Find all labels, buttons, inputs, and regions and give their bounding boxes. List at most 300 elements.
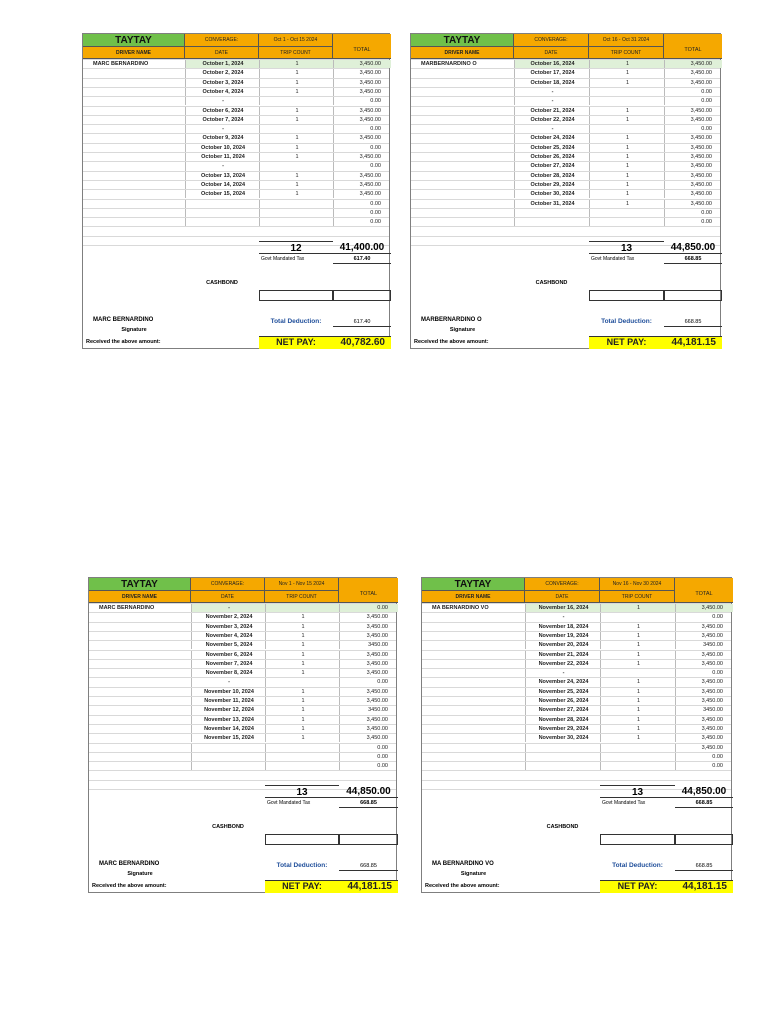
trip-cell: 1 xyxy=(600,660,676,668)
total-cell: 3,450.00 xyxy=(664,200,722,208)
table-row xyxy=(422,668,731,677)
total-cell: 3,450.00 xyxy=(339,716,398,724)
received-label: Received the above amount: xyxy=(92,883,167,889)
total-deduction-value: 668.85 xyxy=(339,861,398,871)
trip-cell xyxy=(265,744,340,752)
trip-cell: 1 xyxy=(265,706,340,714)
driver-name-header: DRIVER NAME xyxy=(89,591,191,603)
total-deduction-label: Total Deduction: xyxy=(276,862,328,869)
date-cell: November 20, 2024 xyxy=(525,641,601,649)
table-row xyxy=(89,603,396,612)
table-row xyxy=(83,199,389,208)
date-cell: November 18, 2024 xyxy=(525,623,601,631)
total-deduction-label: Total Deduction: xyxy=(612,862,663,869)
empty-row xyxy=(411,226,720,235)
total-cell: 0.00 xyxy=(664,125,722,133)
table-row xyxy=(411,124,720,133)
tax-value: 668.85 xyxy=(675,798,733,808)
cashbond-amount-box xyxy=(675,834,733,845)
table-row xyxy=(411,106,720,115)
table-row xyxy=(83,161,389,170)
driver-name: MARC BERNARDINO xyxy=(93,61,149,67)
table-row xyxy=(422,650,731,659)
date-cell: - xyxy=(514,125,590,133)
gross-total: 44,850.00 xyxy=(675,785,733,798)
total-cell: 0.00 xyxy=(675,613,733,621)
total-cell: 3,450.00 xyxy=(333,190,391,198)
total-deduction-label: Total Deduction: xyxy=(601,318,652,325)
total-cell: 3,450.00 xyxy=(664,181,722,189)
payslip-sheet xyxy=(421,577,732,893)
trip-cell: 1 xyxy=(265,734,340,742)
gross-total: 41,400.00 xyxy=(333,241,391,254)
table-row xyxy=(83,59,389,68)
trip-cell: 1 xyxy=(589,172,665,180)
trip-cell: 1 xyxy=(265,660,340,668)
total-cell: 3,450.00 xyxy=(339,688,398,696)
empty-row xyxy=(89,770,396,779)
payslip-sheet xyxy=(82,33,390,349)
trip-cell: 1 xyxy=(259,107,334,115)
date-cell: November 14, 2024 xyxy=(191,725,266,733)
total-cell: 0.00 xyxy=(339,744,398,752)
table-row xyxy=(89,752,396,761)
date-cell: October 2, 2024 xyxy=(185,69,260,77)
trip-cell xyxy=(265,762,340,770)
net-pay-value: 40,782.60 xyxy=(340,337,385,348)
date-cell: - xyxy=(185,97,260,105)
table-row xyxy=(422,659,731,668)
total-cell: 3,450.00 xyxy=(333,153,391,161)
trip-cell xyxy=(589,97,665,105)
trip-cell xyxy=(600,753,676,761)
date-cell: - xyxy=(525,613,601,621)
table-row xyxy=(83,133,389,142)
date-cell: - xyxy=(514,97,590,105)
trip-count-header: TRIP COUNT xyxy=(589,47,664,59)
total-cell: 0.00 xyxy=(339,753,398,761)
table-row xyxy=(83,189,389,198)
total-cell: 3,450.00 xyxy=(664,162,722,170)
date-cell: October 31, 2024 xyxy=(514,200,590,208)
trip-cell: 1 xyxy=(265,688,340,696)
total-cell: 3,450.00 xyxy=(675,688,733,696)
total-cell: 0.00 xyxy=(333,144,391,152)
table-row xyxy=(411,115,720,124)
table-row xyxy=(89,659,396,668)
table-row xyxy=(411,96,720,105)
received-label: Received the above amount: xyxy=(414,339,489,345)
trip-cell: 1 xyxy=(600,678,676,686)
date-cell: October 26, 2024 xyxy=(514,153,590,161)
table-row xyxy=(422,724,731,733)
table-row xyxy=(83,96,389,105)
total-cell: 3,450.00 xyxy=(664,153,722,161)
date-cell: November 8, 2024 xyxy=(191,669,266,677)
table-row xyxy=(83,87,389,96)
date-cell: October 6, 2024 xyxy=(185,107,260,115)
date-cell: November 11, 2024 xyxy=(191,697,266,705)
location-title: TAYTAY xyxy=(83,34,185,47)
total-cell: 3,450.00 xyxy=(664,107,722,115)
signature-name: MA BERNARDINO VO xyxy=(432,861,494,867)
table-row xyxy=(422,612,731,621)
total-cell: 0.00 xyxy=(339,604,398,612)
trip-cell xyxy=(600,762,676,770)
total-cell: 3,450.00 xyxy=(333,60,391,68)
total-cell: 3,450.00 xyxy=(664,60,722,68)
table-row xyxy=(83,78,389,87)
total-cell: 3,450.00 xyxy=(675,632,733,640)
table-row xyxy=(83,124,389,133)
trip-cell xyxy=(600,669,676,677)
table-row xyxy=(89,743,396,752)
total-deduction-label: Total Deduction: xyxy=(270,318,322,325)
trip-cell: 1 xyxy=(589,79,665,87)
table-row xyxy=(411,161,720,170)
date-cell: November 15, 2024 xyxy=(191,734,266,742)
date-cell: November 26, 2024 xyxy=(525,697,601,705)
signature-name: MARBERNARDINO O xyxy=(421,317,482,323)
date-cell: November 13, 2024 xyxy=(191,716,266,724)
total-cell: 0.00 xyxy=(664,88,722,96)
table-row xyxy=(422,677,731,686)
total-cell: 3,450.00 xyxy=(339,632,398,640)
trip-count-header: TRIP COUNT xyxy=(265,591,339,603)
trip-cell xyxy=(259,218,334,226)
total-header: TOTAL xyxy=(664,34,722,59)
date-cell: October 18, 2024 xyxy=(514,79,590,87)
trip-cell: 1 xyxy=(259,190,334,198)
date-cell: November 24, 2024 xyxy=(525,678,601,686)
date-cell: November 27, 2024 xyxy=(525,706,601,714)
trip-cell: 1 xyxy=(600,734,676,742)
trip-cell xyxy=(259,209,334,217)
total-cell: 3450.00 xyxy=(339,641,398,649)
total-cell: 3,450.00 xyxy=(664,190,722,198)
total-cell: 3,450.00 xyxy=(675,716,733,724)
signature-label: Signature xyxy=(121,327,147,333)
coverage-value: Nov 1 - Nov 15 2024 xyxy=(265,578,339,591)
table-row xyxy=(89,761,396,770)
total-cell: 3,450.00 xyxy=(675,734,733,742)
trip-count-total: 12 xyxy=(259,241,333,254)
total-cell: 0.00 xyxy=(675,753,733,761)
total-header: TOTAL xyxy=(333,34,391,59)
total-cell: 3,450.00 xyxy=(339,623,398,631)
date-cell: October 24, 2024 xyxy=(514,134,590,142)
total-cell: 3,450.00 xyxy=(339,613,398,621)
date-cell: November 29, 2024 xyxy=(525,725,601,733)
date-cell: November 10, 2024 xyxy=(191,688,266,696)
date-cell: November 19, 2024 xyxy=(525,632,601,640)
tax-label: Govt Mandated Tax xyxy=(602,800,646,806)
total-cell: 0.00 xyxy=(664,209,722,217)
table-row xyxy=(411,59,720,68)
signature-name: MARC BERNARDINO xyxy=(93,317,154,323)
cashbond-box xyxy=(600,834,675,845)
driver-name: MARBERNARDINO O xyxy=(421,61,477,67)
table-row xyxy=(83,143,389,152)
total-cell: 3,450.00 xyxy=(664,79,722,87)
date-cell: October 7, 2024 xyxy=(185,116,260,124)
coverage-label: CONVERAGE: xyxy=(514,34,589,47)
table-row xyxy=(83,115,389,124)
tax-value: 617.40 xyxy=(333,254,391,264)
trip-cell: 1 xyxy=(259,153,334,161)
total-cell: 3,450.00 xyxy=(339,697,398,705)
trip-cell: 1 xyxy=(600,688,676,696)
total-cell: 0.00 xyxy=(333,218,391,226)
total-header: TOTAL xyxy=(339,578,398,603)
total-cell: 0.00 xyxy=(333,162,391,170)
table-row xyxy=(411,143,720,152)
total-cell: 3450.00 xyxy=(675,641,733,649)
signature-label: Signature xyxy=(127,871,153,877)
trip-cell xyxy=(259,200,334,208)
date-cell: November 21, 2024 xyxy=(525,651,601,659)
date-cell xyxy=(525,744,601,752)
total-cell: 3,450.00 xyxy=(675,623,733,631)
date-cell xyxy=(514,209,590,217)
table-row xyxy=(89,724,396,733)
trip-cell: 1 xyxy=(589,153,665,161)
date-cell: October 27, 2024 xyxy=(514,162,590,170)
date-cell: November 12, 2024 xyxy=(191,706,266,714)
trip-cell xyxy=(589,125,665,133)
trip-cell xyxy=(259,125,334,133)
date-cell: November 30, 2024 xyxy=(525,734,601,742)
date-cell: November 16, 2024 xyxy=(525,604,601,612)
table-row xyxy=(422,603,731,612)
trip-cell: 1 xyxy=(600,716,676,724)
net-pay-label: NET PAY: xyxy=(617,881,658,891)
total-cell: 3,450.00 xyxy=(675,697,733,705)
total-cell: 3,450.00 xyxy=(675,744,733,752)
total-cell: 3,450.00 xyxy=(675,604,733,612)
trip-cell: 1 xyxy=(589,200,665,208)
trip-cell xyxy=(600,613,676,621)
cashbond-label: CASHBOND xyxy=(535,280,568,286)
trip-cell: 1 xyxy=(589,116,665,124)
total-cell: 0.00 xyxy=(664,97,722,105)
date-cell xyxy=(185,200,260,208)
table-row xyxy=(411,152,720,161)
tax-label: Govt Mandated Tax xyxy=(261,256,305,262)
table-row xyxy=(422,705,731,714)
date-cell: November 28, 2024 xyxy=(525,716,601,724)
total-cell: 3,450.00 xyxy=(333,107,391,115)
total-header: TOTAL xyxy=(675,578,733,603)
trip-cell: 1 xyxy=(259,79,334,87)
total-cell: 3,450.00 xyxy=(333,116,391,124)
total-deduction-value: 668.85 xyxy=(664,317,722,327)
date-cell: October 17, 2024 xyxy=(514,69,590,77)
date-cell: October 25, 2024 xyxy=(514,144,590,152)
trip-cell xyxy=(265,678,340,686)
net-pay-value: 44,181.15 xyxy=(682,881,727,892)
driver-name-header: DRIVER NAME xyxy=(422,591,525,603)
date-cell: - xyxy=(185,125,260,133)
table-row xyxy=(83,180,389,189)
table-row xyxy=(411,171,720,180)
trip-cell xyxy=(265,753,340,761)
table-row xyxy=(411,68,720,77)
coverage-value: Oct 1 - Oct 15 2024 xyxy=(259,34,333,47)
trip-cell: 1 xyxy=(259,116,334,124)
date-header: DATE xyxy=(185,47,259,59)
date-cell xyxy=(191,753,266,761)
total-cell: 3,450.00 xyxy=(333,69,391,77)
date-cell: - xyxy=(514,88,590,96)
driver-name: MA BERNARDINO VO xyxy=(432,605,489,611)
signature-name: MARC BERNARDINO xyxy=(99,861,160,867)
trip-count-total: 13 xyxy=(600,785,675,798)
total-cell: 3,450.00 xyxy=(333,79,391,87)
date-cell: November 25, 2024 xyxy=(525,688,601,696)
coverage-label: CONVERAGE: xyxy=(525,578,600,591)
gross-total: 44,850.00 xyxy=(339,785,398,798)
trip-cell xyxy=(589,88,665,96)
trip-cell: 1 xyxy=(265,641,340,649)
total-cell: 3,450.00 xyxy=(675,725,733,733)
table-row xyxy=(411,180,720,189)
total-cell: 3,450.00 xyxy=(339,669,398,677)
date-cell: October 9, 2024 xyxy=(185,134,260,142)
table-row xyxy=(89,677,396,686)
location-title: TAYTAY xyxy=(422,578,525,591)
trip-count-total: 13 xyxy=(589,241,664,254)
table-row xyxy=(422,696,731,705)
date-cell: October 30, 2024 xyxy=(514,190,590,198)
trip-cell: 1 xyxy=(589,60,665,68)
trip-cell: 1 xyxy=(265,651,340,659)
date-cell xyxy=(185,209,260,217)
driver-name-header: DRIVER NAME xyxy=(83,47,185,59)
total-cell: 0.00 xyxy=(664,218,722,226)
table-row xyxy=(89,622,396,631)
total-deduction-value: 668.85 xyxy=(675,861,733,871)
total-cell: 3,450.00 xyxy=(333,134,391,142)
date-cell xyxy=(185,218,260,226)
table-row xyxy=(83,208,389,217)
date-cell: October 29, 2024 xyxy=(514,181,590,189)
total-cell: 0.00 xyxy=(339,762,398,770)
trip-cell: 1 xyxy=(600,651,676,659)
table-row xyxy=(422,631,731,640)
trip-count-header: TRIP COUNT xyxy=(259,47,333,59)
cashbond-amount-box xyxy=(664,290,722,301)
trip-cell: 1 xyxy=(589,190,665,198)
trip-cell: 1 xyxy=(259,144,334,152)
cashbond-label: CASHBOND xyxy=(206,280,238,286)
table-row xyxy=(83,217,389,226)
trip-cell xyxy=(600,744,676,752)
table-row xyxy=(422,640,731,649)
date-cell: October 21, 2024 xyxy=(514,107,590,115)
coverage-label: CONVERAGE: xyxy=(191,578,265,591)
gross-total: 44,850.00 xyxy=(664,241,722,254)
payslip-sheet xyxy=(410,33,721,349)
trip-cell: 1 xyxy=(265,725,340,733)
trip-cell: 1 xyxy=(589,144,665,152)
table-row xyxy=(422,622,731,631)
received-label: Received the above amount: xyxy=(86,339,161,345)
driver-name-header: DRIVER NAME xyxy=(411,47,514,59)
date-cell: - xyxy=(525,669,601,677)
total-cell: 3,450.00 xyxy=(333,181,391,189)
net-pay-value: 44,181.15 xyxy=(347,881,392,892)
trip-cell: 1 xyxy=(600,725,676,733)
trip-cell: 1 xyxy=(589,134,665,142)
trip-cell: 1 xyxy=(265,613,340,621)
date-cell: October 13, 2024 xyxy=(185,172,260,180)
tax-value: 668.85 xyxy=(664,254,722,264)
table-row xyxy=(89,650,396,659)
trip-cell: 1 xyxy=(600,697,676,705)
total-cell: 3,450.00 xyxy=(664,134,722,142)
trip-cell: 1 xyxy=(265,716,340,724)
net-pay-value: 44,181.15 xyxy=(671,337,716,348)
total-cell: 0.00 xyxy=(333,97,391,105)
date-cell: November 2, 2024 xyxy=(191,613,266,621)
trip-cell: 1 xyxy=(265,697,340,705)
table-row xyxy=(411,78,720,87)
total-cell: 3,450.00 xyxy=(333,88,391,96)
trip-cell: 1 xyxy=(259,69,334,77)
net-pay-label: NET PAY: xyxy=(276,337,316,347)
table-row xyxy=(89,668,396,677)
trip-count-total: 13 xyxy=(265,785,339,798)
trip-count-header: TRIP COUNT xyxy=(600,591,675,603)
date-cell: October 1, 2024 xyxy=(185,60,260,68)
trip-cell: 1 xyxy=(259,172,334,180)
net-pay-label: NET PAY: xyxy=(606,337,647,347)
table-row xyxy=(411,133,720,142)
date-cell: - xyxy=(191,604,266,612)
trip-cell xyxy=(265,604,340,612)
cashbond-box xyxy=(589,290,664,301)
coverage-value: Nov 16 - Nov 30 2024 xyxy=(600,578,675,591)
total-cell: 3,450.00 xyxy=(675,651,733,659)
date-cell xyxy=(191,762,266,770)
location-title: TAYTAY xyxy=(89,578,191,591)
trip-cell: 1 xyxy=(265,623,340,631)
date-cell: - xyxy=(185,162,260,170)
total-cell: 3,450.00 xyxy=(664,116,722,124)
trip-cell: 1 xyxy=(259,88,334,96)
date-cell: October 15, 2024 xyxy=(185,190,260,198)
trip-cell: 1 xyxy=(589,162,665,170)
total-cell: 0.00 xyxy=(333,200,391,208)
coverage-label: CONVERAGE: xyxy=(185,34,259,47)
table-row xyxy=(422,761,731,770)
date-cell xyxy=(525,762,601,770)
table-row xyxy=(89,612,396,621)
location-title: TAYTAY xyxy=(411,34,514,47)
table-row xyxy=(89,687,396,696)
date-cell: November 4, 2024 xyxy=(191,632,266,640)
trip-cell: 1 xyxy=(600,632,676,640)
driver-name: MARC BERNARDINO xyxy=(99,605,155,611)
trip-cell: 1 xyxy=(589,181,665,189)
table-row xyxy=(83,171,389,180)
trip-cell: 1 xyxy=(600,641,676,649)
total-cell: 3,450.00 xyxy=(339,725,398,733)
cashbond-amount-box xyxy=(339,834,398,845)
trip-cell: 1 xyxy=(600,706,676,714)
payslip-sheet xyxy=(88,577,397,893)
